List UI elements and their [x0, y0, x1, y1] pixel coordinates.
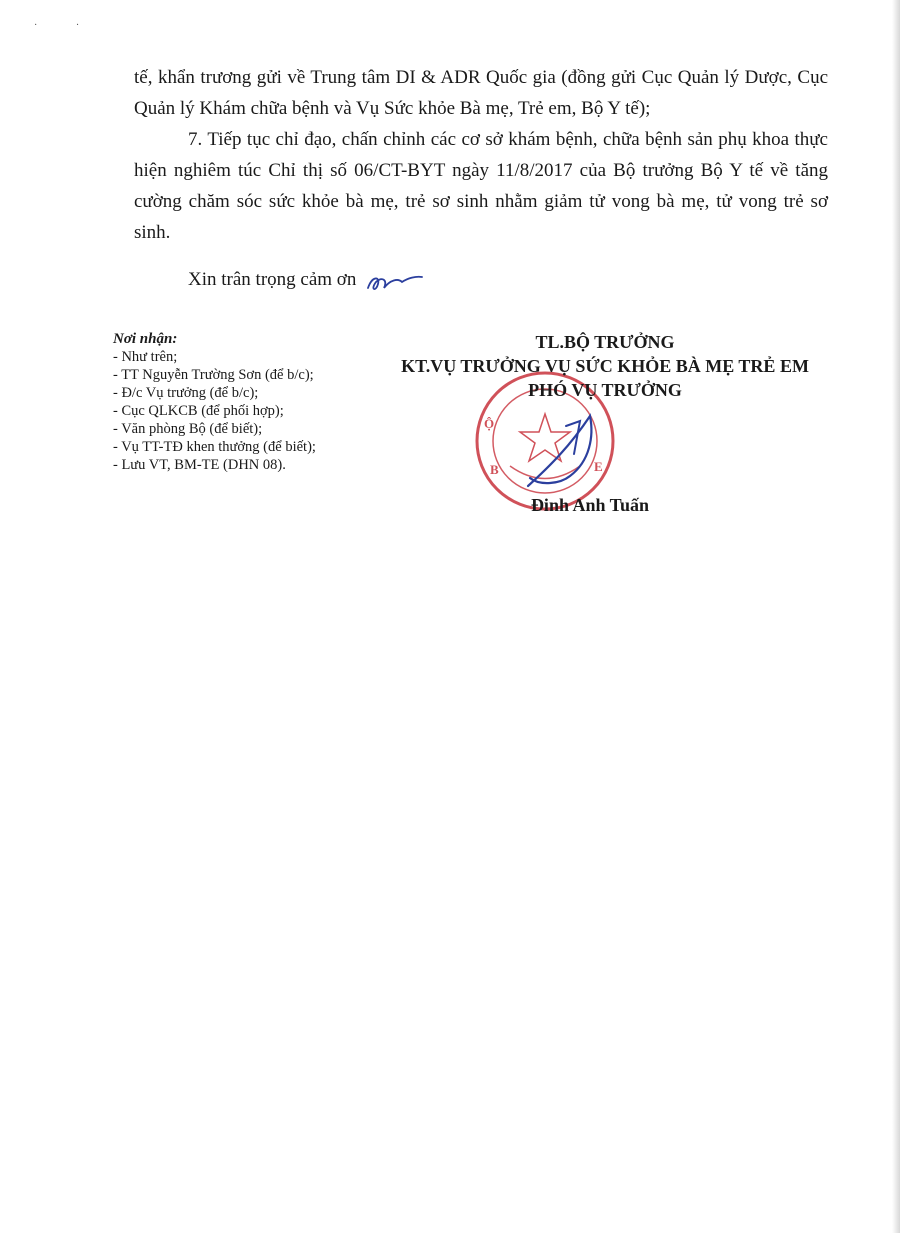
signature-title-2: KT.VỤ TRƯỞNG VỤ SỨC KHỎE BÀ MẸ TRẺ EM — [401, 356, 809, 376]
recipients-heading: Nơi nhận: — [113, 331, 178, 347]
initials-scribble-icon — [350, 268, 430, 296]
body-text — [134, 62, 828, 248]
closing-line — [188, 266, 356, 294]
paragraph-continuation: tế, khẩn trương gửi về Trung tâm DI & ADR Quốc gia (đồng gửi Cục Quản lý Dược, Cục Quản lý Khám chữa bệnh và Vụ Sức khỏe Bà mẹ, Trẻ em, Bộ Y tế); — [134, 67, 828, 119]
recipient-item: - Cục QLKCB (để phối hợp); — [113, 403, 284, 419]
signature-block — [360, 330, 850, 402]
scan-specks: · · — [34, 20, 98, 31]
svg-text:B: B — [490, 462, 499, 477]
closing-text: Xin trân trọng cảm ơn — [188, 269, 357, 290]
signature-title-1: TL.BỘ TRƯỞNG — [535, 332, 675, 352]
recipient-item: - Như trên; — [113, 349, 178, 365]
signature-title-3: PHÓ VỤ TRƯỞNG — [528, 380, 682, 400]
recipient-item: - Vụ TT-TĐ khen thưởng (để biết); — [113, 439, 316, 455]
svg-text:Ộ: Ộ — [484, 416, 495, 431]
scan-edge-shadow — [892, 0, 900, 1233]
recipient-item: - TT Nguyễn Trường Sơn (để b/c); — [113, 367, 314, 383]
recipient-item: - Văn phòng Bộ (để biết); — [113, 421, 263, 437]
recipient-item: - Đ/c Vụ trưởng (để b/c); — [113, 385, 259, 401]
recipient-item: - Lưu VT, BM-TE (DHN 08). — [113, 457, 286, 473]
svg-text:E: E — [594, 459, 603, 474]
paragraph-item-7: 7. Tiếp tục chỉ đạo, chấn chỉnh các cơ sở khám bệnh, chữa bệnh sản phụ khoa thực hiện nghiêm túc Chỉ thị số 06/CT-BYT ngày 11/8/2017 của Bộ trưởng Bộ Y tế về tăng cường chăm sóc sức khỏe bà mẹ, trẻ sơ sinh nhằm giảm tử vong bà mẹ, tử vong trẻ sơ sinh. — [134, 129, 828, 243]
signer-name: Đinh Anh Tuấn — [530, 495, 650, 515]
